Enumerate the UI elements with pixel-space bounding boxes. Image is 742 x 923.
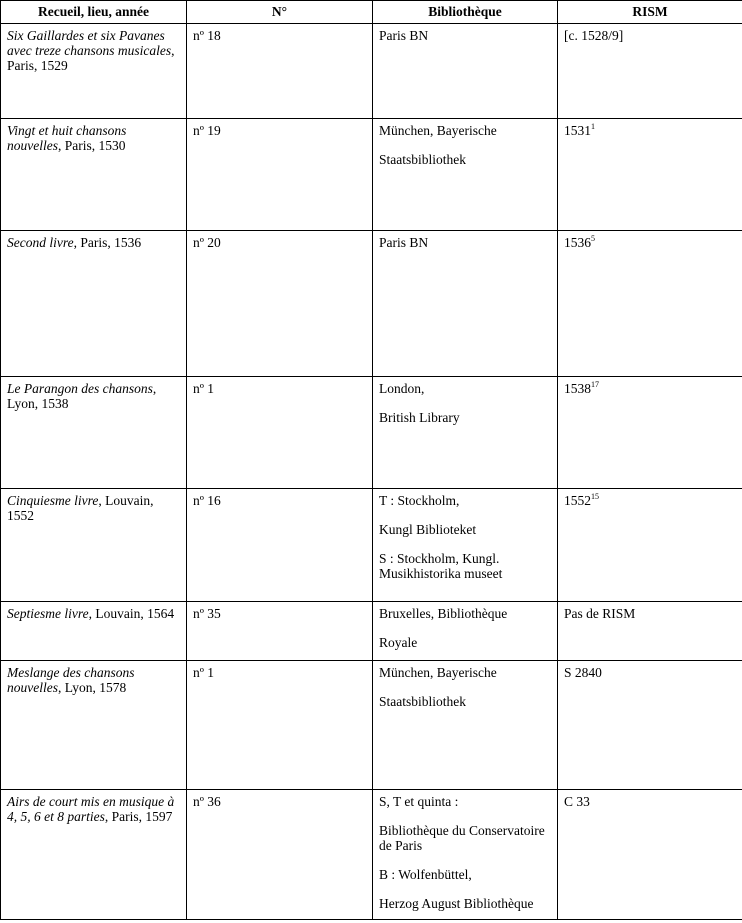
rism-cell — [558, 790, 742, 920]
table-row — [1, 602, 742, 661]
table-body — [1, 24, 742, 920]
rism-cell — [558, 377, 742, 489]
rism-cell — [558, 661, 742, 790]
collection-title: Six Gaillardes et six Pavanes avec treze chansons musicales — [7, 28, 172, 58]
collection-place-year: , Paris, 1530 — [57, 138, 126, 153]
library-cell — [373, 231, 558, 377]
rism-number: S 2840 — [564, 665, 602, 680]
collection-title: Vingt et huit chansons nouvelles — [7, 123, 127, 153]
library-line: S, T et quinta : — [379, 794, 459, 809]
collection-cell — [1, 790, 187, 920]
rism-number: Pas de RISM — [564, 606, 636, 621]
library-cell — [373, 377, 558, 489]
rism-number: C 33 — [564, 794, 590, 809]
rism-cell — [558, 231, 742, 377]
table-row — [1, 119, 742, 231]
collection-cell — [1, 489, 187, 602]
library-line: Paris BN — [379, 235, 429, 250]
rism-number: 1531 — [564, 123, 591, 138]
number-cell: nº 35 — [187, 602, 373, 661]
library-line: München, Bayerische — [379, 123, 497, 138]
table-row — [1, 790, 742, 920]
collection-title: Le Parangon des chansons — [7, 381, 153, 396]
collection-title: Second livre — [7, 235, 74, 250]
collection-place-year: , Paris, 1597 — [104, 809, 173, 824]
library-cell — [373, 119, 558, 231]
library-line: B : Wolfenbüttel, — [379, 867, 472, 882]
rism-superscript: 5 — [591, 234, 595, 243]
collection-cell — [1, 24, 187, 119]
collection-title: Cinquiesme livre — [7, 493, 99, 508]
rism-superscript: 17 — [591, 380, 599, 389]
header-rism: RISM — [558, 1, 742, 24]
number-cell: nº 20 — [187, 231, 373, 377]
table-row — [1, 377, 742, 489]
collection-title: Airs de court mis en musique à 4, 5, 6 et 8 parties — [7, 794, 175, 824]
library-line: Staatsbibliothek — [379, 152, 466, 167]
library-line: Paris BN — [379, 28, 429, 43]
collection-cell — [1, 602, 187, 661]
number-cell: nº 19 — [187, 119, 373, 231]
library-cell — [373, 661, 558, 790]
collection-place-year: , Paris, 1536 — [73, 235, 142, 250]
rism-superscript: 15 — [591, 492, 599, 501]
collection-cell — [1, 231, 187, 377]
collection-place-year: , Louvain, 1552 — [7, 493, 154, 523]
rism-number: 1552 — [564, 493, 591, 508]
library-line: T : Stockholm, — [379, 493, 460, 508]
library-line: Staatsbibliothek — [379, 694, 466, 709]
rism-number: 1536 — [564, 235, 591, 250]
library-line: Bruxelles, Bibliothèque — [379, 606, 508, 621]
library-line: S : Stockholm, Kungl. Musikhistorika museet — [379, 551, 503, 581]
table-row — [1, 231, 742, 377]
collection-title: Septiesme livre — [7, 606, 89, 621]
number-cell: nº 16 — [187, 489, 373, 602]
library-cell — [373, 602, 558, 661]
collection-cell — [1, 377, 187, 489]
header-number: N° — [187, 1, 373, 24]
library-cell — [373, 790, 558, 920]
table-row — [1, 489, 742, 602]
table-header-row — [1, 1, 742, 24]
rism-number: [c. 1528/9] — [564, 28, 624, 43]
library-line: British Library — [379, 410, 460, 425]
rism-cell — [558, 24, 742, 119]
collection-place-year: , Louvain, 1564 — [88, 606, 175, 621]
library-line: Royale — [379, 635, 418, 650]
rism-cell — [558, 602, 742, 661]
rism-number: 1538 — [564, 381, 591, 396]
table-row — [1, 24, 742, 119]
number-cell: nº 1 — [187, 377, 373, 489]
collection-place-year: , Paris, 1529 — [7, 43, 175, 73]
library-line: London, — [379, 381, 425, 396]
collection-place-year: , Lyon, 1538 — [7, 381, 157, 411]
number-cell: nº 1 — [187, 661, 373, 790]
collection-cell — [1, 119, 187, 231]
library-line: Bibliothèque du Conservatoire de Paris — [379, 823, 545, 853]
library-line: Kungl Biblioteket — [379, 522, 477, 537]
table-row — [1, 661, 742, 790]
library-line: München, Bayerische — [379, 665, 497, 680]
header-collection: Recueil, lieu, année — [1, 1, 187, 24]
rism-cell — [558, 119, 742, 231]
collection-title: Meslange des chansons nouvelles — [7, 665, 135, 695]
library-cell — [373, 489, 558, 602]
number-cell: nº 18 — [187, 24, 373, 119]
collection-cell — [1, 661, 187, 790]
rism-superscript: 1 — [591, 122, 595, 131]
library-cell — [373, 24, 558, 119]
collection-place-year: , Lyon, 1578 — [57, 680, 127, 695]
library-line: Herzog August Bibliothèque — [379, 896, 534, 911]
number-cell: nº 36 — [187, 790, 373, 920]
rism-cell — [558, 489, 742, 602]
header-library: Bibliothèque — [373, 1, 558, 24]
